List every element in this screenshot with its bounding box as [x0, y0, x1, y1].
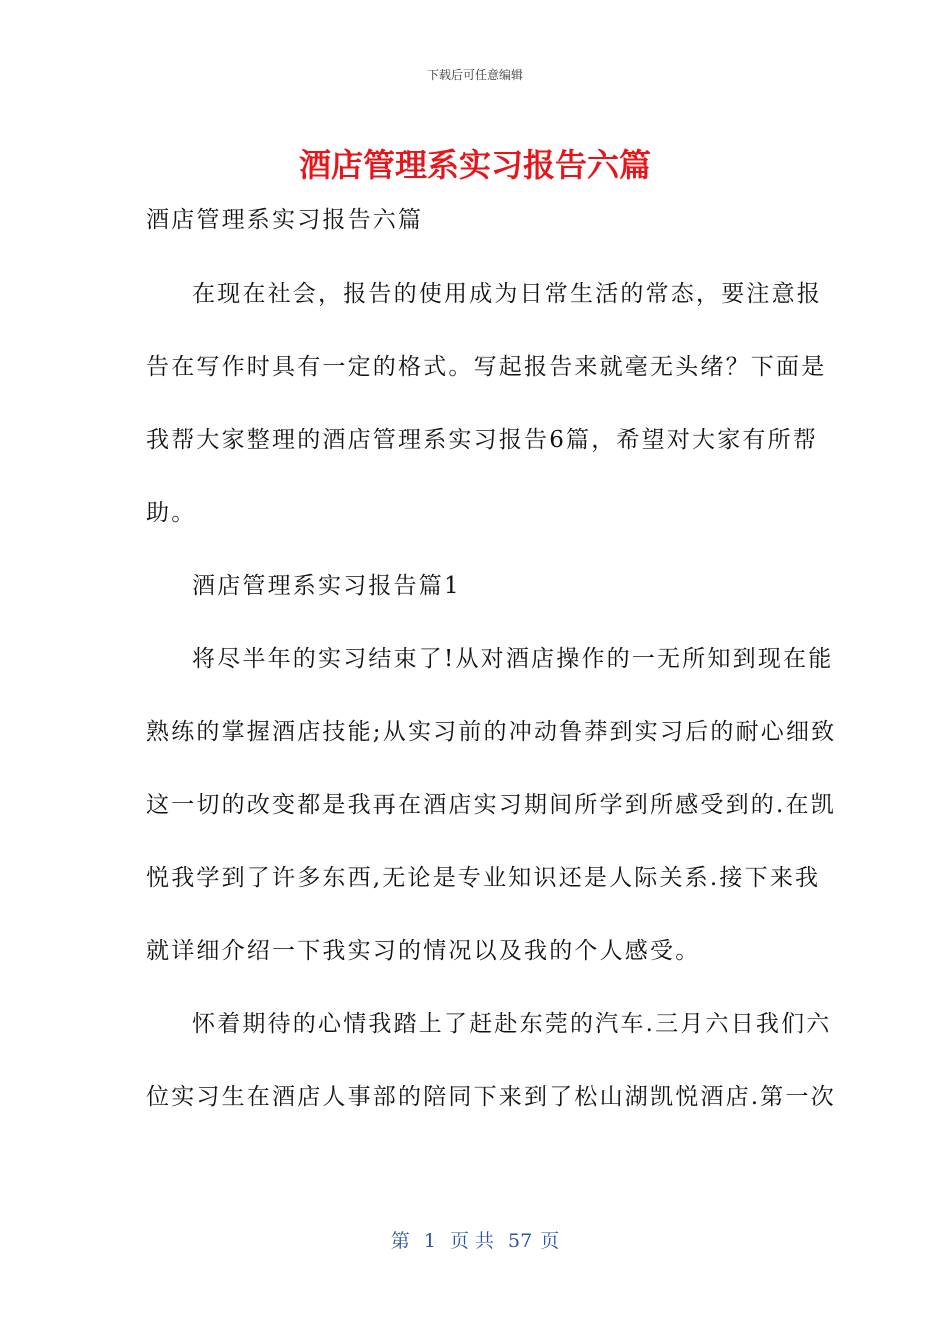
- body-line: 告在写作时具有一定的格式。写起报告来就毫无头绪？下面是: [146, 354, 827, 380]
- body-line: 将尽半年的实习结束了!从对酒店操作的一无所知到现在能: [192, 646, 834, 672]
- page-prefix: 第: [390, 1230, 410, 1252]
- body-line: 就详细介绍一下我实习的情况以及我的个人感受。: [146, 938, 701, 964]
- page-footer: [0, 1226, 950, 1253]
- body-line: 怀着期待的心情我踏上了赶赴东莞的汽车.三月六日我们六: [192, 1011, 832, 1037]
- body-line: 我帮大家整理的酒店管理系实习报告6篇，希望对大家有所帮: [146, 427, 819, 453]
- body-line-subtitle: 酒店管理系实习报告六篇: [146, 207, 424, 233]
- document-body: [146, 200, 837, 1150]
- section-heading: 酒店管理系实习报告篇1: [192, 573, 461, 599]
- header-note: 下载后可任意编辑: [426, 68, 523, 82]
- body-line: 悦我学到了许多东西,无论是专业知识还是人际关系.接下来我: [146, 865, 821, 891]
- body-line: 助。: [146, 500, 197, 526]
- body-line: 熟练的掌握酒店技能;从实习前的冲动鲁莽到实习后的耐心细致: [146, 719, 837, 745]
- page-number: 1: [423, 1230, 436, 1252]
- body-line: 位实习生在酒店人事部的陪同下来到了松山湖凯悦酒店.第一次: [146, 1084, 836, 1110]
- page-mid: 页 共: [449, 1230, 494, 1252]
- page-total: 57: [508, 1230, 533, 1252]
- body-line: 这一切的改变都是我再在酒店实习期间所学到所感受到的.在凯: [146, 792, 836, 818]
- body-line: 在现在社会，报告的使用成为日常生活的常态，要注意报: [192, 281, 822, 307]
- page-suffix: 页: [540, 1230, 560, 1252]
- document-title: 酒店管理系实习报告六篇: [298, 146, 651, 184]
